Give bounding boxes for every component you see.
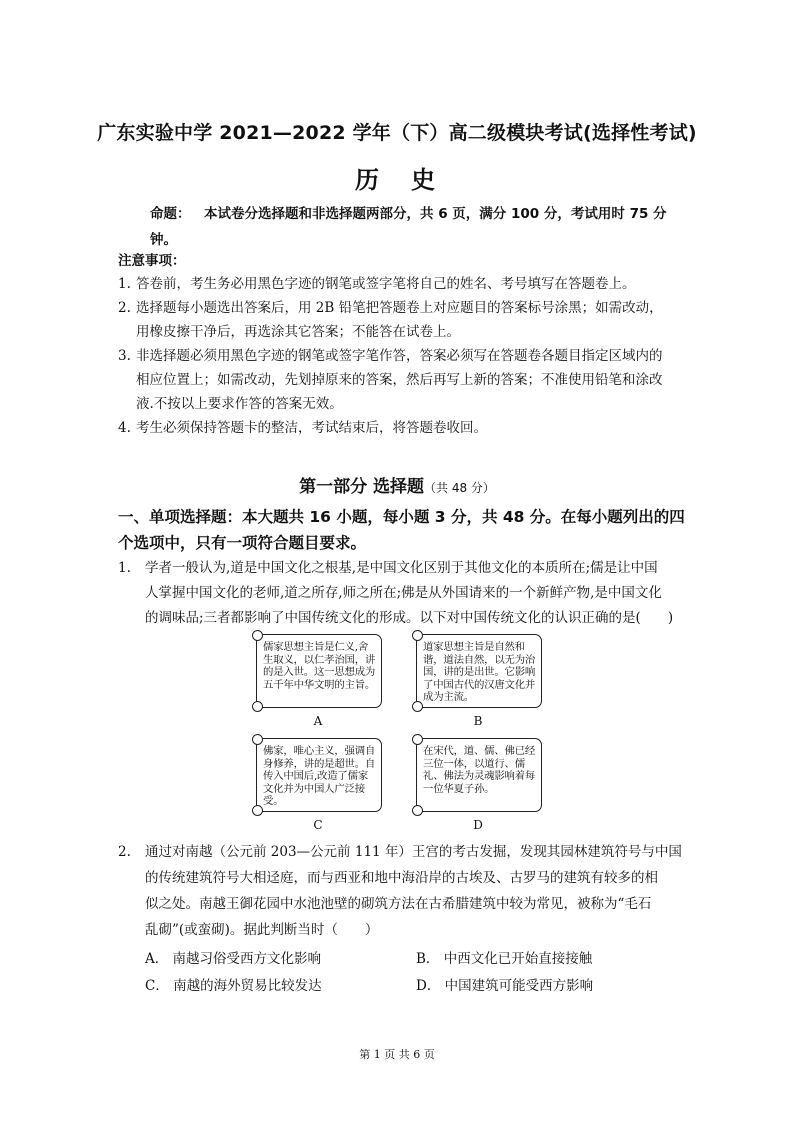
option-text: 南越习俗受西方文化影响 <box>172 951 322 967</box>
part1-score-note: （共 48 分） <box>424 481 495 495</box>
scroll-card-a <box>256 634 382 708</box>
scroll-curl-icon <box>412 805 423 816</box>
q2-stem-line: 通过对南越（公元前 203—公元前 111 年）王宫的考古发掘，发现其园林建筑符号与中国 <box>145 844 682 860</box>
scroll-curl-icon <box>252 701 263 712</box>
q1-stem-line: 人掌握中国文化的老师,道之所存,师之所在;佛是从外国请来的一个新鲜产物,是中国文化 <box>145 585 662 601</box>
option-text: 中西文化已开始直接接触 <box>443 951 593 967</box>
scroll-text: 佛家，唯心主义，强调自身修养，讲的是超世。自传入中国后,改造了儒家文化并为中国人广泛接受。 <box>263 745 376 808</box>
q1-number: 1. <box>118 560 131 576</box>
notice-item-text: 非选择题必须用黑色字迹的钢笔或签字笔作答，答案必须写在答题卷各题目指定区域内的 <box>136 348 663 364</box>
part1-title-text: 第一部分 选择题 <box>299 477 424 497</box>
scroll-curl-icon <box>412 701 423 712</box>
scroll-card-c <box>256 738 382 812</box>
notice-item <box>118 416 487 440</box>
notice-item <box>118 272 636 296</box>
option-text: 南越的海外贸易比较发达 <box>173 978 322 994</box>
exam-title: 广东实验中学 2021—2022 学年（下）高二级模块考试(选择性考试) <box>97 122 697 144</box>
notice-item-num: 3. <box>118 348 131 364</box>
q2-option-c <box>145 974 322 994</box>
section-instruction-cont: 个选项中，只有一项符合题目要求。 <box>118 534 367 552</box>
scroll-curl-icon <box>412 630 423 641</box>
notice-item-text: 液.不按以上要求作答的答案无效。 <box>136 396 343 412</box>
notice-item-text: 用橡皮擦干净后，再选涂其它答案；不能答在试卷上。 <box>136 324 460 340</box>
notice-item-num: 2. <box>118 300 131 316</box>
q1-stem-line: 学者一般认为,道是中国文化之根基,是中国文化区别于其他文化的本质所在;儒是让中国 <box>145 560 658 576</box>
subject-title: 历 史 <box>355 166 439 194</box>
scroll-card-d <box>416 738 542 812</box>
notice-item-text: 相应位置上；如需改动，先划掉原来的答案，然后再写上新的答案；不准使用铅笔和涂改 <box>136 372 663 388</box>
scroll-text: 在宋代，道、儒、佛已经三位一体，以道行、儒礼、佛法为灵魂影响着每一位华夏子孙。 <box>423 745 536 795</box>
notice-heading: 注意事项： <box>118 253 186 269</box>
scroll-card-b <box>416 634 542 708</box>
scroll-text: 儒家思想主旨是仁义,舍生取义，以仁孝治国，讲的是入世。这一思想成为五千年中华文明的主旨。 <box>263 641 376 691</box>
notice-item-text: 答卷前，考生务必用黑色字迹的钢笔或签字笔将自己的姓名、考号填写在答题卷上。 <box>136 276 636 292</box>
page-footer: 第 1 页 共 6 页 <box>359 1048 435 1061</box>
notice-item-text: 选择题每小题选出答案后，用 2B 铅笔把答题卷上对应题目的答案标号涂黑；如需改动， <box>136 300 663 316</box>
option-label: D． <box>416 978 441 994</box>
scroll-label-d: D <box>473 818 483 832</box>
q2-option-b <box>416 947 592 967</box>
scroll-label-b: B <box>473 714 483 728</box>
notice-item-num: 4. <box>118 420 131 436</box>
q2-option-d <box>416 974 593 994</box>
scroll-curl-icon <box>252 805 263 816</box>
q2-number: 2. <box>118 844 131 860</box>
notice-item <box>118 344 663 368</box>
q2-stem-line: 似之处。南越王御花园中水池池壁的砌筑方法在古希腊建筑中较为常见，被称为“毛石 <box>145 896 652 912</box>
scroll-curl-icon <box>412 734 423 745</box>
proposition-text-cont: 钟。 <box>150 232 177 248</box>
scroll-text: 道家思想主旨是自然和谐，道法自然，以无为治国，讲的是出世。它影响了中国古代的汉唐文化并成为主流。 <box>423 641 536 704</box>
option-label: B． <box>416 951 440 967</box>
scroll-label-c: C <box>313 818 323 832</box>
notice-item-num: 1. <box>118 276 131 292</box>
notice-item-text: 考生必须保持答题卡的整洁，考试结束后，将答题卷收回。 <box>136 420 487 436</box>
option-text: 中国建筑可能受西方影响 <box>444 978 594 994</box>
option-label: A． <box>145 951 169 967</box>
section-instruction: 一、单项选择题：本大题共 16 小题，每小题 3 分，共 48 分。在每小题列出的四 <box>118 508 685 526</box>
proposition-label: 命题： <box>150 206 191 222</box>
notice-item <box>118 296 663 320</box>
scroll-curl-icon <box>252 630 263 641</box>
q1-stem-line: 的调味品;三者都影响了中国传统文化的形成。以下对中国传统文化的认识正确的是( ) <box>145 610 674 626</box>
option-label: C． <box>145 978 169 994</box>
q2-stem-line: 的传统建筑符号大相迳庭，而与西亚和地中海沿岸的古埃及、古罗马的建筑有较多的相 <box>145 870 658 886</box>
part1-title <box>0 472 794 497</box>
scroll-label-a: A <box>313 714 323 728</box>
q2-option-a <box>145 947 321 967</box>
proposition-text: 本试卷分选择题和非选择题两部分，共 6 页，满分 100 分，考试用时 75 分 <box>204 206 667 222</box>
q2-stem-line: 乱砌”(或蛮砌)。据此判断当时（ ） <box>145 922 379 938</box>
scroll-curl-icon <box>252 734 263 745</box>
